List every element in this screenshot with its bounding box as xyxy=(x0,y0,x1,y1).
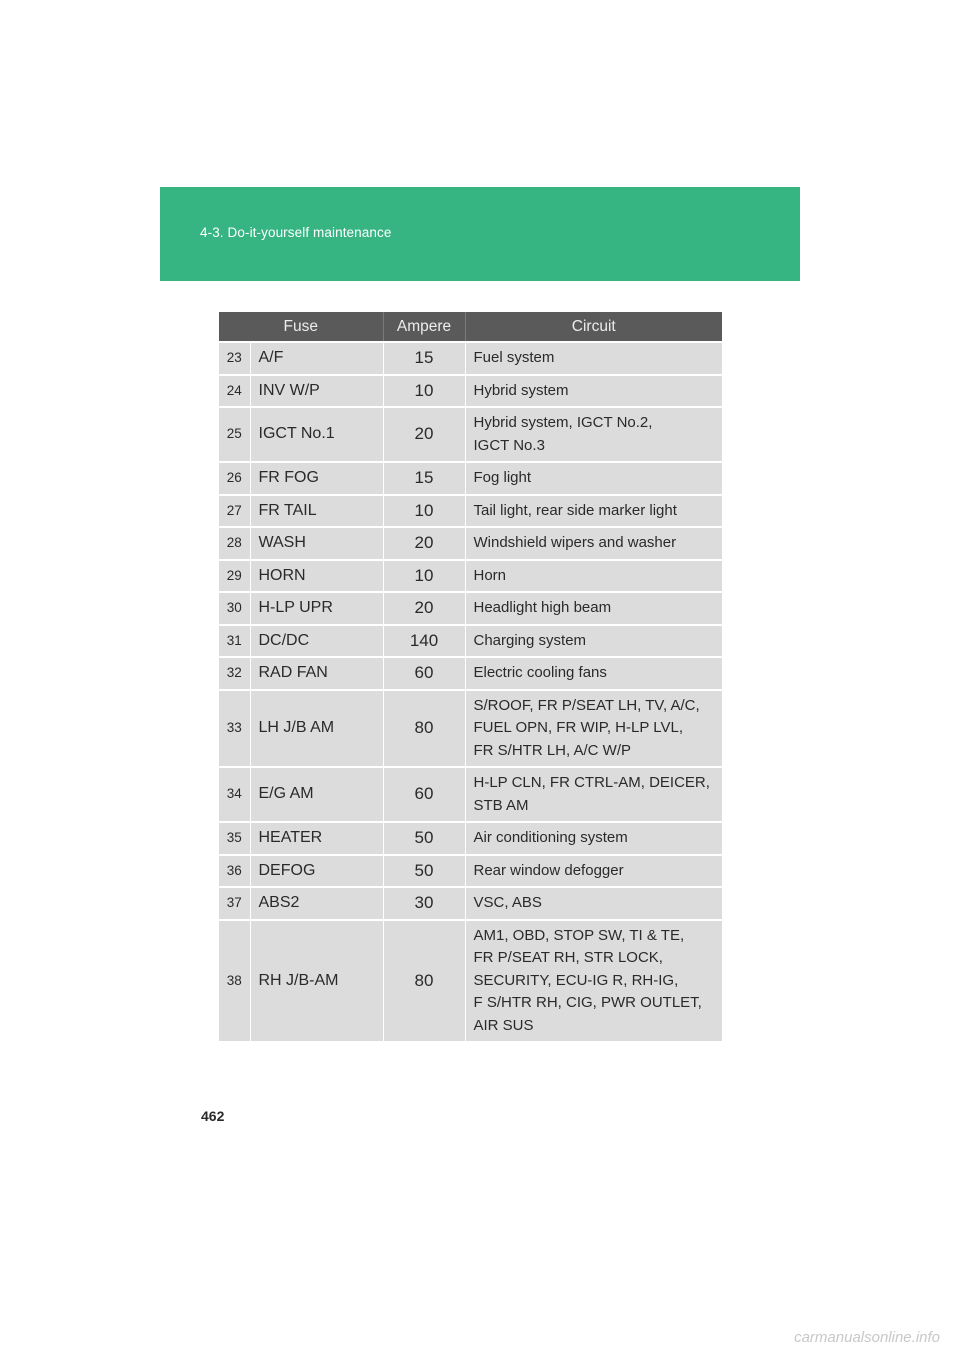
circuit-line: Charging system xyxy=(473,631,587,649)
fuse-circuit xyxy=(465,462,722,495)
fuse-number: 27 xyxy=(219,495,250,528)
fuse-circuit xyxy=(465,407,722,462)
fuse-ampere: 60 xyxy=(383,767,465,822)
fuse-name: LH J/B AM xyxy=(250,690,383,768)
table-row xyxy=(219,920,722,1042)
fuse-name: FR FOG xyxy=(250,462,383,495)
circuit-line: FR P/SEAT RH, STR LOCK, xyxy=(473,949,663,966)
fuse-ampere: 15 xyxy=(383,342,465,375)
fuse-circuit xyxy=(465,560,722,593)
circuit-line: Tail light, rear side marker light xyxy=(473,501,677,519)
circuit-line: Fuel system xyxy=(473,349,555,366)
fuse-circuit xyxy=(465,625,722,658)
page-number: 462 xyxy=(201,1108,225,1124)
fuse-table xyxy=(219,312,722,1041)
circuit-line: IGCT No.3 xyxy=(473,436,545,454)
fuse-number: 23 xyxy=(219,342,250,375)
column-header-circuit: Circuit xyxy=(465,312,722,342)
fuse-ampere: 10 xyxy=(383,495,465,528)
table-row xyxy=(219,855,722,888)
fuse-circuit xyxy=(465,657,722,690)
fuse-number: 34 xyxy=(219,767,250,822)
watermark: carmanualsonline.info xyxy=(794,1329,940,1346)
table-row xyxy=(219,767,722,822)
fuse-number: 38 xyxy=(219,920,250,1042)
table-row xyxy=(219,342,722,375)
circuit-line: Hybrid system xyxy=(473,381,569,399)
fuse-name: HEATER xyxy=(250,822,383,855)
fuse-name: FR TAIL xyxy=(250,495,383,528)
table-row xyxy=(219,625,722,658)
column-header-ampere: Ampere xyxy=(383,312,465,342)
circuit-line: FUEL OPN, FR WIP, H-LP LVL, xyxy=(473,719,684,736)
circuit-line: SECURITY, ECU-IG R, RH-IG, xyxy=(473,971,679,989)
table-row xyxy=(219,495,722,528)
fuse-ampere: 15 xyxy=(383,462,465,495)
circuit-line: Fog light xyxy=(473,469,532,486)
fuse-number: 30 xyxy=(219,592,250,625)
fuse-number: 33 xyxy=(219,690,250,768)
fuse-name: HORN xyxy=(250,560,383,593)
fuse-ampere: 50 xyxy=(383,855,465,888)
fuse-number: 24 xyxy=(219,375,250,408)
fuse-number: 26 xyxy=(219,462,250,495)
table-row xyxy=(219,375,722,408)
table-row xyxy=(219,462,722,495)
circuit-line: Headlight high beam xyxy=(473,599,612,616)
circuit-line: VSC, ABS xyxy=(473,894,542,911)
fuse-ampere: 80 xyxy=(383,920,465,1042)
circuit-line: Horn xyxy=(473,566,507,584)
fuse-number: 29 xyxy=(219,560,250,593)
fuse-ampere: 20 xyxy=(383,592,465,625)
fuse-circuit xyxy=(465,592,722,625)
fuse-circuit xyxy=(465,495,722,528)
fuse-number: 31 xyxy=(219,625,250,658)
table-row xyxy=(219,690,722,768)
circuit-line: AIR SUS xyxy=(473,1016,534,1034)
fuse-name: ABS2 xyxy=(250,887,383,920)
fuse-ampere: 20 xyxy=(383,407,465,462)
circuit-line: Hybrid system, IGCT No.2, xyxy=(473,414,653,431)
fuse-circuit xyxy=(465,690,722,768)
fuse-ampere: 20 xyxy=(383,527,465,560)
circuit-line: STB AM xyxy=(473,796,529,814)
table-row xyxy=(219,560,722,593)
fuse-circuit xyxy=(465,822,722,855)
fuse-name: IGCT No.1 xyxy=(250,407,383,462)
fuse-circuit xyxy=(465,887,722,920)
fuse-name: WASH xyxy=(250,527,383,560)
fuse-circuit xyxy=(465,855,722,888)
circuit-line: Air conditioning system xyxy=(473,829,628,846)
circuit-line: Electric cooling fans xyxy=(473,664,607,681)
fuse-table-body xyxy=(219,342,722,1041)
fuse-ampere: 140 xyxy=(383,625,465,658)
fuse-ampere: 10 xyxy=(383,375,465,408)
fuse-number: 28 xyxy=(219,527,250,560)
fuse-circuit xyxy=(465,375,722,408)
circuit-line: FR S/HTR LH, A/C W/P xyxy=(473,741,632,759)
fuse-name: E/G AM xyxy=(250,767,383,822)
fuse-number: 37 xyxy=(219,887,250,920)
fuse-number: 36 xyxy=(219,855,250,888)
table-row xyxy=(219,592,722,625)
fuse-name: DEFOG xyxy=(250,855,383,888)
circuit-line: Windshield wipers and washer xyxy=(473,534,677,551)
fuse-name: RH J/B-AM xyxy=(250,920,383,1042)
table-row xyxy=(219,887,722,920)
circuit-line: F S/HTR RH, CIG, PWR OUTLET, xyxy=(473,994,702,1011)
table-row xyxy=(219,527,722,560)
fuse-number: 25 xyxy=(219,407,250,462)
column-header-fuse: Fuse xyxy=(219,312,383,342)
circuit-line: AM1, OBD, STOP SW, TI & TE, xyxy=(473,926,685,944)
fuse-name: RAD FAN xyxy=(250,657,383,690)
section-title: 4-3. Do-it-yourself maintenance xyxy=(200,225,392,240)
fuse-name: INV W/P xyxy=(250,375,383,408)
fuse-circuit xyxy=(465,767,722,822)
circuit-line: Rear window defogger xyxy=(473,861,624,879)
fuse-circuit xyxy=(465,342,722,375)
fuse-circuit xyxy=(465,920,722,1042)
circuit-line: S/ROOF, FR P/SEAT LH, TV, A/C, xyxy=(473,696,700,714)
fuse-ampere: 10 xyxy=(383,560,465,593)
fuse-name: DC/DC xyxy=(250,625,383,658)
fuse-ampere: 60 xyxy=(383,657,465,690)
fuse-number: 32 xyxy=(219,657,250,690)
table-row xyxy=(219,657,722,690)
fuse-ampere: 80 xyxy=(383,690,465,768)
circuit-line: H-LP CLN, FR CTRL-AM, DEICER, xyxy=(473,774,710,791)
fuse-ampere: 30 xyxy=(383,887,465,920)
table-row xyxy=(219,407,722,462)
fuse-name: A/F xyxy=(250,342,383,375)
table-row xyxy=(219,822,722,855)
table-header-row xyxy=(219,312,722,342)
section-header-band xyxy=(160,187,800,281)
fuse-number: 35 xyxy=(219,822,250,855)
fuse-circuit xyxy=(465,527,722,560)
fuse-name: H-LP UPR xyxy=(250,592,383,625)
fuse-ampere: 50 xyxy=(383,822,465,855)
